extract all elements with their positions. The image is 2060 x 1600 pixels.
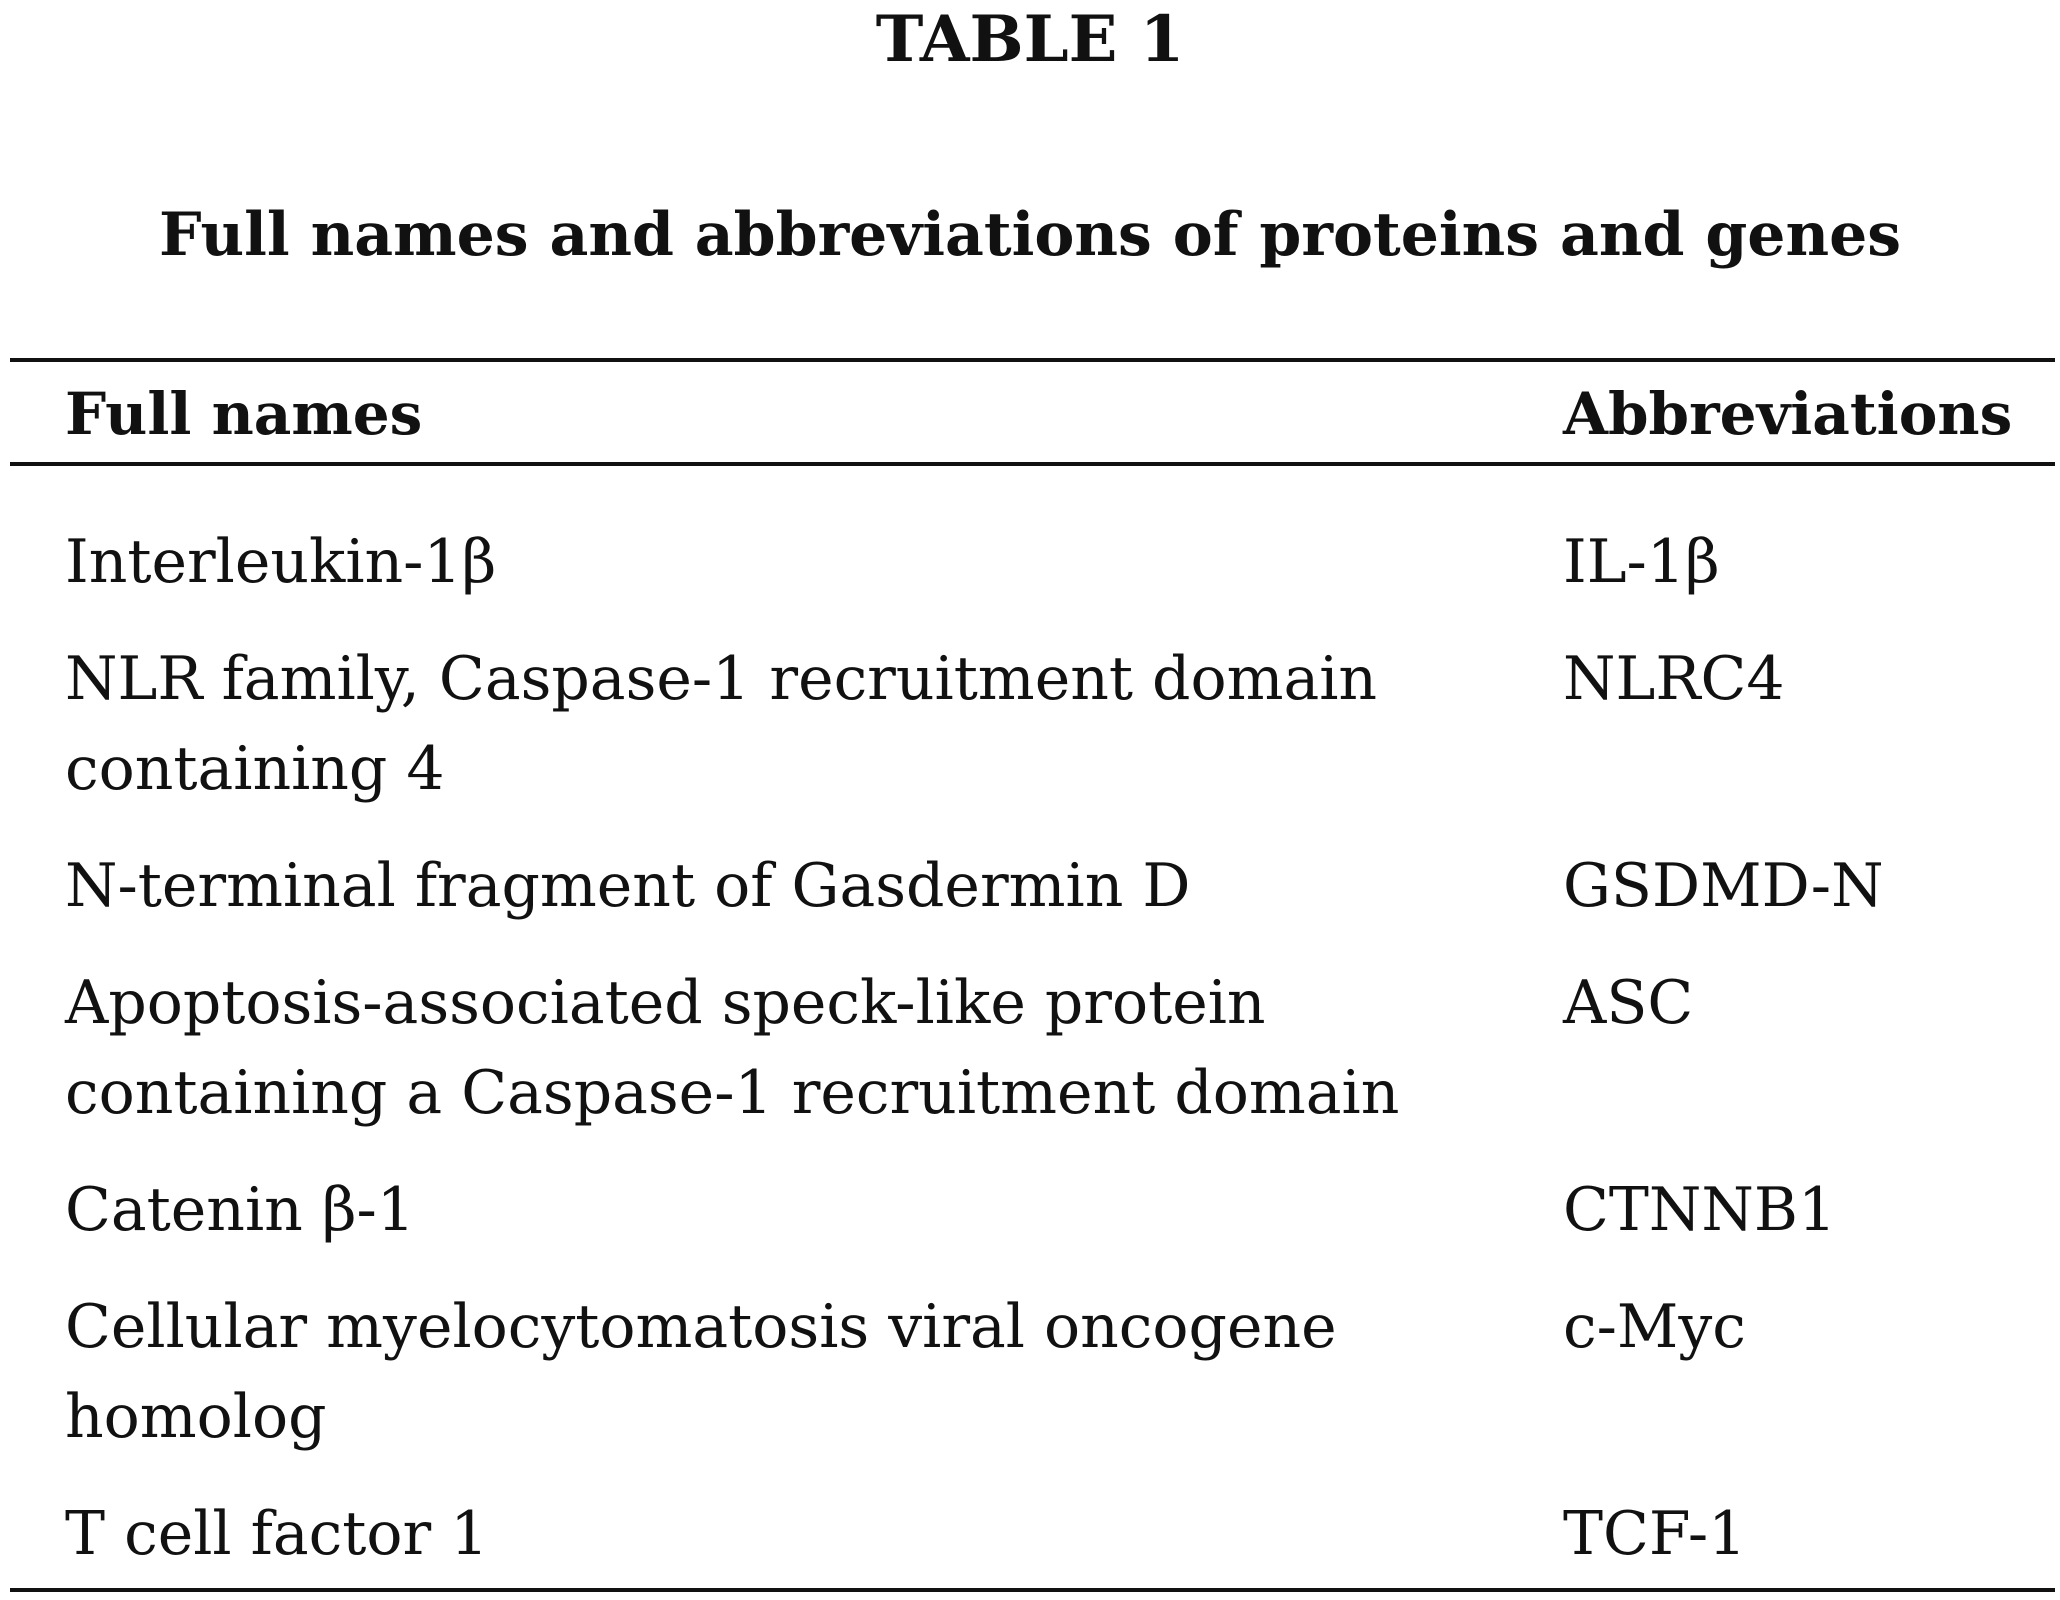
row-7-full-name-line-1: T cell factor 1: [65, 1499, 489, 1569]
row-1-abbreviation: IL-1β: [1563, 527, 1720, 597]
row-4-abbreviation: ASC: [1563, 968, 1694, 1038]
table-caption: Full names and abbreviations of proteins and genes: [158, 200, 1902, 270]
row-5-full-name-line-1: Catenin β-1: [65, 1175, 415, 1245]
row-1-full-name-line-1: Interleukin-1β: [65, 527, 497, 597]
row-2-abbreviation: NLRC4: [1563, 644, 1785, 714]
row-4-full-name-line-2: containing a Caspase-1 recruitment domain: [65, 1058, 1400, 1128]
row-5-abbreviation: CTNNB1: [1563, 1175, 1837, 1245]
bottom-rule: [10, 1588, 2055, 1592]
row-2-full-name-line-2: containing 4: [65, 734, 445, 804]
row-3-abbreviation: GSDMD-N: [1563, 851, 1884, 921]
row-7-abbreviation: TCF-1: [1563, 1499, 1747, 1569]
top-rule: [10, 358, 2055, 362]
column-header-abbreviations: Abbreviations: [1563, 380, 2013, 448]
row-3-full-name-line-1: N-terminal fragment of Gasdermin D: [65, 851, 1191, 921]
column-header-full-names: Full names: [65, 380, 423, 448]
row-6-full-name-line-1: Cellular myelocytomatosis viral oncogene: [65, 1292, 1337, 1362]
row-6-abbreviation: c-Myc: [1563, 1292, 1746, 1362]
table-label: TABLE 1: [875, 2, 1185, 77]
header-rule: [10, 462, 2055, 466]
row-2-full-name-line-1: NLR family, Caspase-1 recruitment domain: [65, 644, 1378, 714]
row-6-full-name-line-2: homolog: [65, 1382, 327, 1452]
row-4-full-name-line-1: Apoptosis-associated speck-like protein: [65, 968, 1266, 1038]
